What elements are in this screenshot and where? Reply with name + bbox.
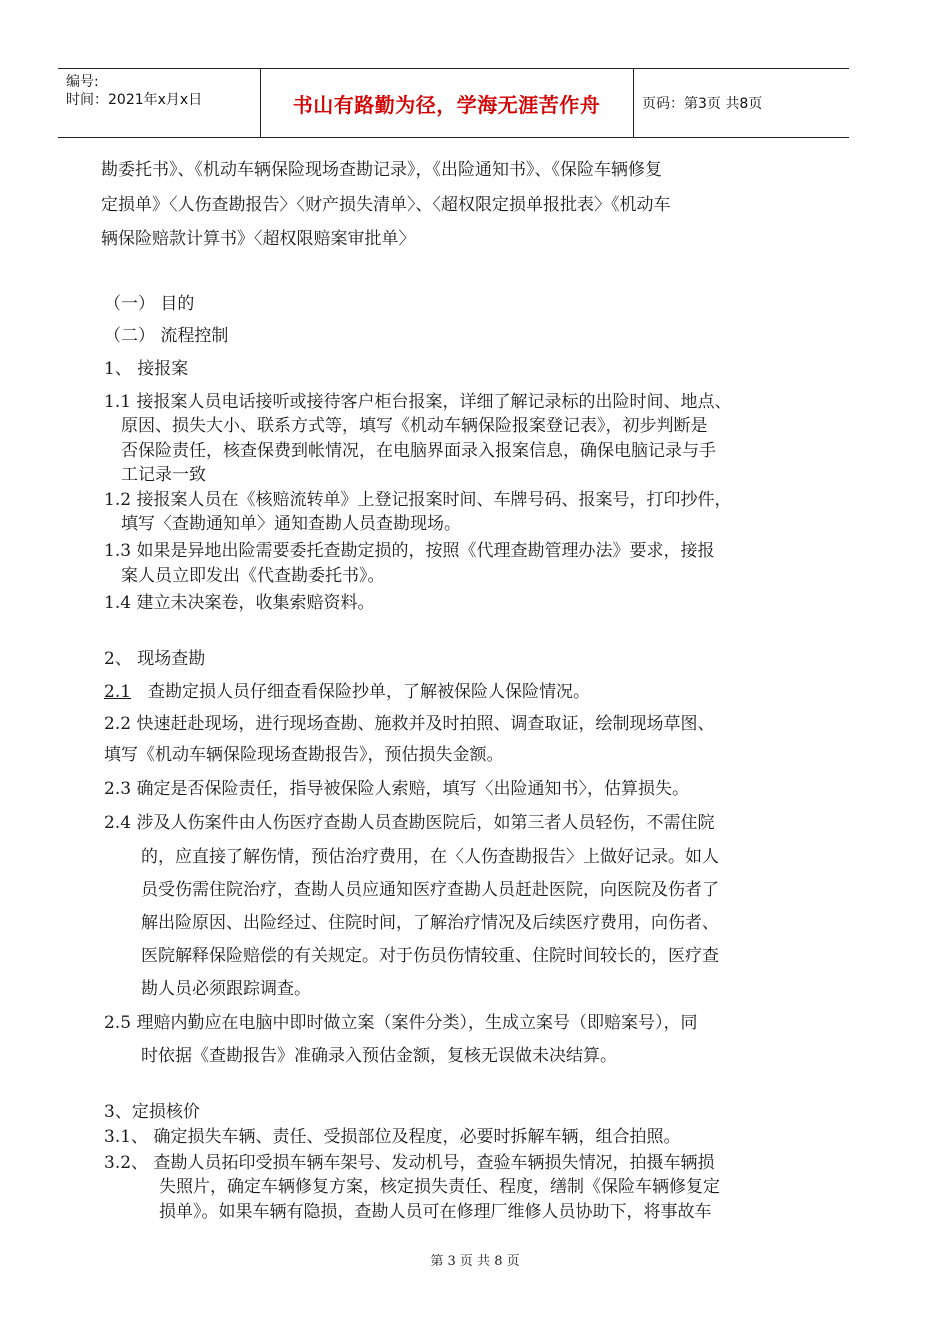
- section-heading: 2、 现场查勘: [104, 649, 206, 669]
- text-line: 2.5 理赔内勤应在电脑中即时做立案（案件分类），生成立案号（即赔案号），同: [104, 1013, 698, 1033]
- text-line: 1.4 建立未决案卷，收集索赔资料。: [104, 593, 375, 613]
- text-line: 勘人员必须跟踪调查。: [141, 979, 311, 999]
- text-line: 3.1、 确定损失车辆、责任、受损部位及程度，必要时拆解车辆，组合拍照。: [104, 1127, 681, 1147]
- item-text: 查勘定损人员仔细查看保险抄单，了解被保险人保险情况。: [148, 682, 590, 702]
- text-line: 否保险责任，核查保费到帐情况，在电脑界面录入报案信息，确保电脑记录与手: [121, 441, 716, 461]
- code-label: 编号:: [66, 74, 99, 90]
- text-line: 1.2 接报案人员在《核赔流转单》上登记报案时间、车牌号码、报案号，打印抄件，: [104, 490, 732, 510]
- text-line: 勘委托书》、《机动车辆保险现场查勘记录》，《出险通知书》、《保险车辆修复: [101, 160, 662, 180]
- header-divider: [633, 69, 634, 137]
- text-line: 医院解释保险赔偿的有关规定。对于伤员伤情较重、住院时间较长的，医疗查: [141, 946, 719, 966]
- header-page-info: 页码：第3页 共8页: [642, 96, 763, 112]
- text-line: 时依据《查勘报告》准确录入预估金额，复核无误做未决结算。: [141, 1046, 617, 1066]
- time-label: 时间：2021年x月x日: [66, 92, 203, 108]
- section-heading: （二） 流程控制: [104, 326, 229, 346]
- text-line: 1.1 接报案人员电话接听或接待客户柜台报案，详细了解记录标的出险时间、地点、: [104, 392, 732, 412]
- text-line: 3.2、 查勘人员拓印受损车辆车架号、发动机号，查验车辆损失情况，拍摄车辆损: [104, 1153, 715, 1173]
- text-line: 填写〈查勘通知单〉通知查勘人员查勘现场。: [121, 514, 461, 534]
- text-line: 2.2 快速赶赴现场，进行现场查勘、施救并及时拍照、调查取证，绘制现场草图、: [104, 714, 715, 734]
- section-heading: （一） 目的: [104, 294, 195, 314]
- page-footer: 第 3 页 共 8 页: [430, 1254, 520, 1269]
- header-meta: [66, 73, 202, 109]
- header-motto: 书山有路勤为径，学海无涯苦作舟: [292, 92, 601, 117]
- section-heading: 3、定损核价: [104, 1102, 200, 1122]
- text-line: 填写《机动车辆保险现场查勘报告》，预估损失金额。: [104, 745, 504, 765]
- text-line: 定损单》〈人伤查勘报告〉〈财产损失清单〉、〈超权限定损单报批表〉《机动车: [101, 195, 671, 215]
- text-line: 案人员立即发出《代查勘委托书》。: [121, 566, 385, 586]
- section-heading: 1、 接报案: [104, 359, 189, 379]
- text-line: 原因、损失大小、联系方式等，填写《机动车辆保险报案登记表》，初步判断是: [121, 416, 708, 436]
- text-line: 2.4 涉及人伤案件由人伤医疗查勘人员查勘医院后，如第三者人员轻伤，不需住院: [104, 813, 715, 833]
- text-line: 损单》。如果车辆有隐损，查勘人员可在修理厂维修人员协助下，将事故车: [159, 1202, 712, 1222]
- text-line: 辆保险赔款计算书》〈超权限赔案审批单〉: [101, 229, 416, 249]
- text-line: 解出险原因、出险经过、住院时间，了解治疗情况及后续医疗费用，向伤者、: [141, 913, 719, 933]
- item-number: 2.1: [104, 682, 132, 702]
- text-line: 1.3 如果是异地出险需要委托查勘定损的，按照《代理查勘管理办法》要求，接报: [104, 541, 715, 561]
- text-line: [104, 681, 590, 703]
- text-line: 失照片，确定车辆修复方案，核定损失责任、程度，缮制《保险车辆修复定: [159, 1177, 720, 1197]
- text-line: 工记录一致: [121, 465, 206, 485]
- text-line: 的，应直接了解伤情，预估治疗费用，在〈人伤查勘报告〉上做好记录。如人: [141, 847, 719, 867]
- text-line: 2.3 确定是否保险责任，指导被保险人索赔，填写〈出险通知书〉，估算损失。: [104, 779, 689, 799]
- page-header: [58, 68, 849, 138]
- text-line: 员受伤需住院治疗，查勘人员应通知医疗查勘人员赶赴医院，向医院及伤者了: [141, 880, 719, 900]
